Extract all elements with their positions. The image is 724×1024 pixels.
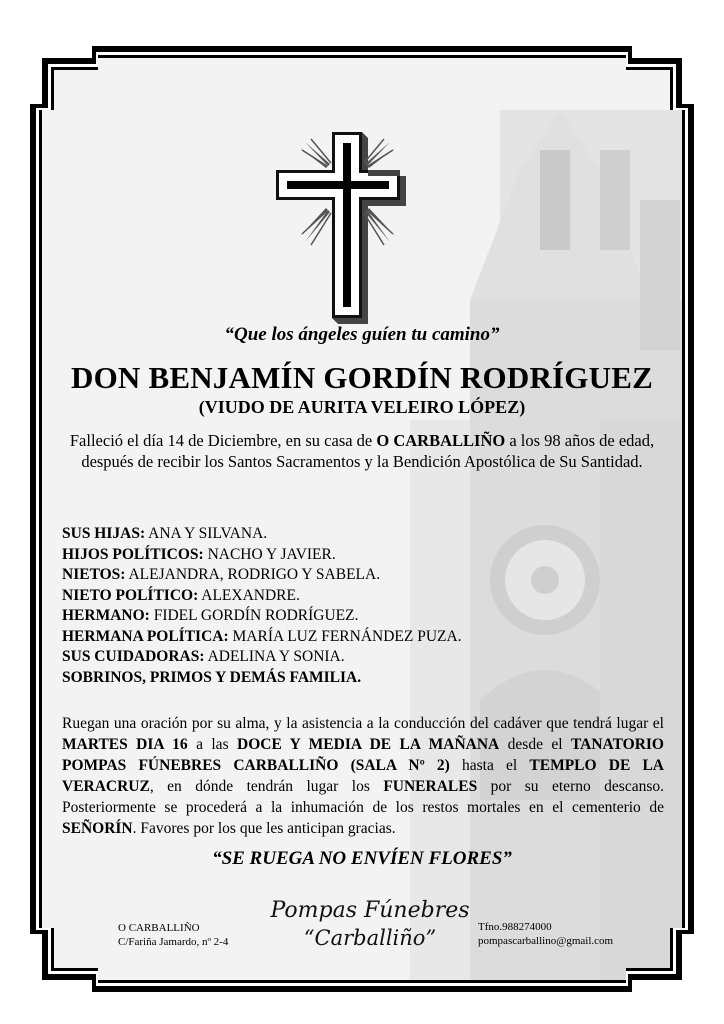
service-text: . Favores por los que les anticipan gracias. [132, 820, 396, 837]
service-funerals: FUNERALES [383, 778, 478, 795]
family-value: ANA Y SILVANA. [145, 525, 268, 542]
family-value: ALEJANDRA, RODRIGO Y SABELA. [125, 566, 381, 583]
family-row [62, 627, 662, 648]
service-text: por su eterno descanso. Posteriormente se procederá a la inhumación de los restos mortales en el cementerio de [62, 778, 664, 816]
death-notice-text-end: a los 98 años de edad, después de recibir los Santos Sacramentos y la Bendición Apostólica de Su Santidad. [81, 431, 655, 471]
family-label: HERMANO: [62, 607, 150, 624]
service-origin: TANATORIO POMPAS FÚNEBRES CARBALLIÑO (SALA Nº 2) [62, 736, 664, 774]
footer-contact [478, 920, 613, 948]
service-text: hasta el [449, 757, 530, 774]
family-row [62, 647, 662, 668]
family-value: ADELINA Y SONIA. [204, 648, 345, 665]
family-label: HERMANA POLÍTICA: [62, 627, 229, 645]
service-text: a las [187, 736, 238, 753]
family-row [62, 565, 662, 586]
logo-line-2: “Carballiño” [303, 926, 437, 950]
family-row [62, 524, 662, 545]
footer-phone: Tfno.988274000 [478, 921, 552, 933]
family-label: NIETO POLÍTICO: [62, 586, 199, 604]
service-church: TEMPLO DE LA VERACRUZ [62, 757, 664, 795]
death-notice [60, 430, 664, 472]
family-label: NIETOS: [62, 566, 126, 583]
family-row [62, 545, 662, 566]
death-notice-text: Falleció el día 14 de Diciembre, en su casa de [69, 431, 377, 450]
family-label: SUS CUIDADORAS: [62, 648, 205, 665]
family-label: HIJOS POLÍTICOS: [62, 545, 204, 563]
family-row [62, 586, 662, 607]
widower-line: (VIUDO DE AURITA VELEIRO LÓPEZ) [198, 397, 526, 417]
footer-street: C/Fariña Jamardo, nº 2-4 [118, 936, 229, 948]
service-announcement [62, 713, 664, 839]
family-row [62, 606, 662, 627]
epitaph-quote: “Que los ángeles guíen tu camino” [224, 324, 500, 345]
family-label: SUS HIJAS: [62, 525, 146, 542]
service-time: DOCE Y MEDIA DE LA MAÑANA [237, 736, 500, 753]
family-value: FIDEL GORDÍN RODRÍGUEZ. [149, 607, 359, 624]
funeral-home-logo [270, 893, 470, 953]
footer-email[interactable]: pompascarballino@gmail.com [478, 935, 614, 947]
footer-town: O CARBALLIÑO [118, 922, 200, 934]
death-place: O CARBALLIÑO [376, 431, 506, 450]
footer-address [118, 921, 228, 949]
service-day: MARTES DIA 16 [62, 736, 188, 753]
family-list [62, 524, 662, 688]
family-label: SOBRINOS, PRIMOS Y DEMÁS FAMILIA. [62, 668, 362, 686]
deceased-name: DON BENJAMÍN GORDÍN RODRÍGUEZ [71, 360, 653, 395]
service-text: Ruegan una oración por su alma, y la asistencia a la conducción del cadáver que tendrá lugar el [62, 715, 664, 732]
family-row [62, 668, 662, 689]
logo-line-1: Pompas Fúnebres [270, 898, 470, 923]
family-value: NACHO Y JAVIER. [203, 545, 336, 563]
service-text: , en dónde tendrán lugar los [149, 778, 384, 795]
family-value: ALEXANDRE. [198, 586, 300, 604]
service-cemetery: SEÑORÍN [62, 820, 133, 837]
family-value: MARÍA LUZ FERNÁNDEZ PUZA. [228, 627, 462, 645]
no-flowers-note: “SE RUEGA NO ENVÍEN FLORES” [212, 848, 512, 869]
service-text: desde el [499, 736, 571, 753]
